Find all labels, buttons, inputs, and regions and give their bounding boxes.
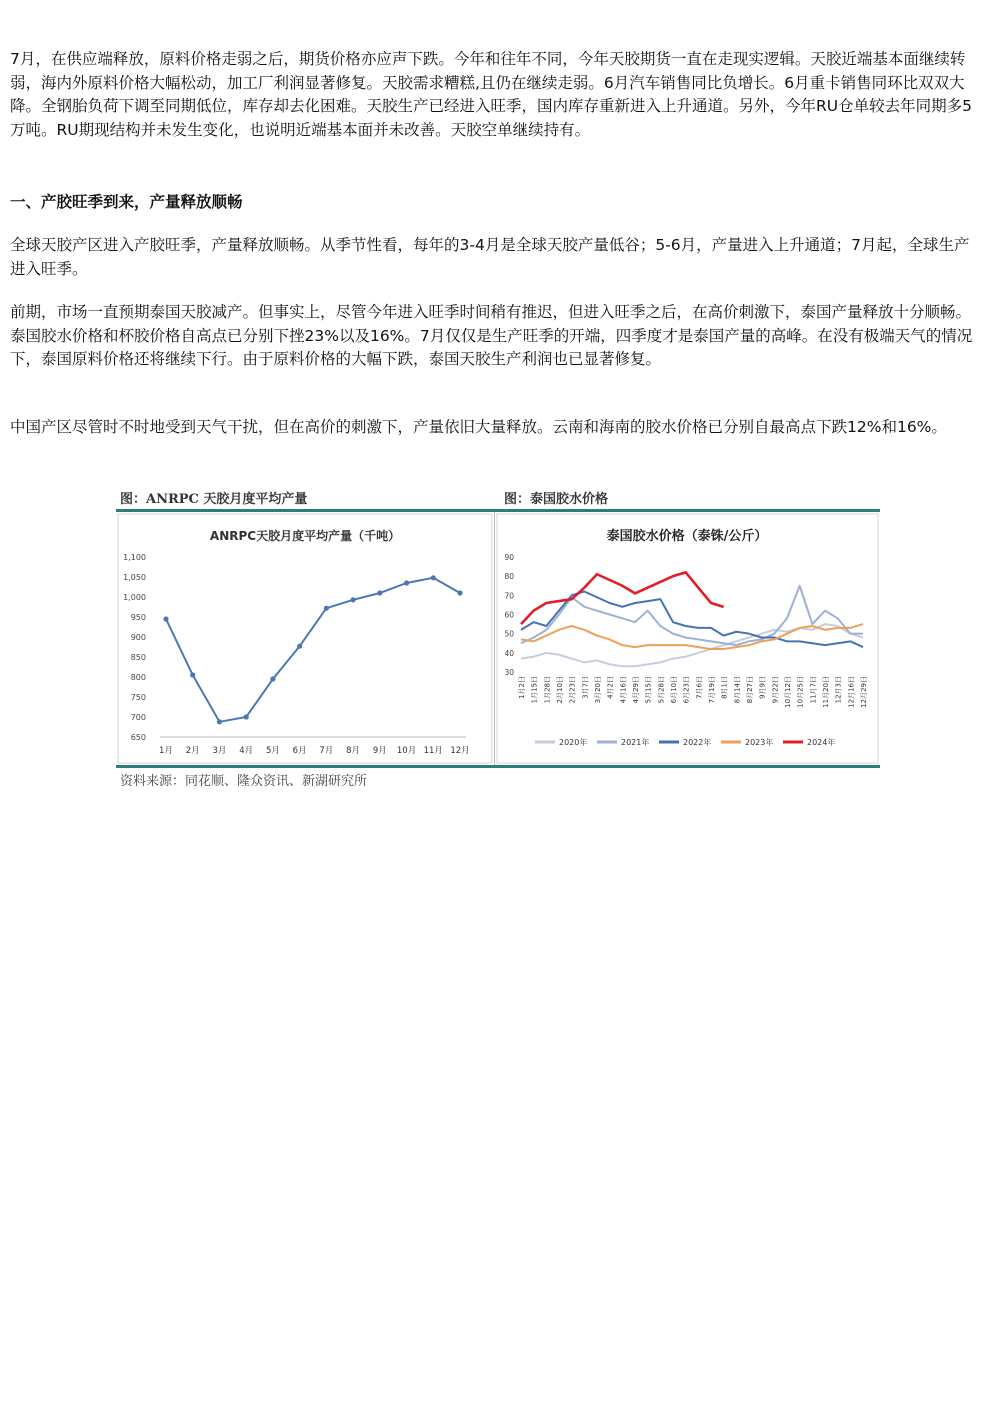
production-point [377,590,382,595]
x-tick-label: 2月10日 [556,676,564,704]
production-point [190,672,195,677]
production-point [324,606,329,611]
x-tick-label: 12月16日 [847,676,856,708]
y-tick-label: 850 [130,653,146,662]
x-tick-label: 4月16日 [619,676,628,704]
x-tick-label: 2月23日 [568,676,577,704]
production-point [244,714,249,719]
legend-label: 2021年 [621,738,650,747]
y-tick-label: 1,000 [123,593,146,602]
x-tick-label: 1月 [159,746,173,756]
chart-title: ANRPC天胶月度平均产量（千吨） [209,529,401,543]
x-tick-label: 4月29日 [632,676,640,704]
production-point [297,644,302,649]
production-point [404,580,409,585]
y-tick-label: 700 [130,713,146,722]
x-tick-label: 1月2日 [518,676,526,699]
thai-latex-price-chart [495,512,880,765]
x-tick-label: 3月7日 [581,676,590,699]
y-tick-label: 60 [504,610,514,620]
x-tick-label: 6月 [292,746,307,756]
y-tick-label: 800 [130,673,146,682]
y-tick-label: 80 [504,572,514,582]
x-tick-label: 8月 [346,746,361,756]
figure-source: 资料来源：同花顺、隆众资讯、新湖研究所 [120,774,368,789]
x-tick-label: 4月 [239,746,254,756]
x-tick-label: 6月10日 [670,676,678,704]
y-tick-label: 50 [504,629,514,639]
left-figure-title: 图：ANRPC 天胶月度平均产量 [120,492,308,507]
x-tick-label: 8月1日 [720,676,729,699]
x-tick-label: 5月15日 [644,676,653,704]
y-tick-label: 40 [504,648,514,658]
production-point [217,719,222,724]
x-tick-label: 5月28日 [657,676,666,704]
x-tick-label: 11月 [423,746,443,756]
x-tick-label: 1月15日 [530,676,539,704]
x-tick-label: 9月9日 [758,676,767,699]
x-tick-label: 9月 [372,746,387,756]
paragraph-global-season: 全球天胶产区进入产胶旺季，产量释放顺畅。从季节性看，每年的3-4月是全球天胶产量低谷；5-6月，产量进入上升通道；7月起，全球生产进入旺季。 [10,236,970,278]
x-tick-label: 4月2日 [606,676,615,699]
chart-title: 泰国胶水价格（泰铢/公斤） [606,529,768,544]
x-tick-label: 5月 [265,746,280,756]
right-figure-title: 图：泰国胶水价格 [504,492,609,507]
y-tick-label: 30 [504,668,514,677]
y-tick-label: 950 [130,613,146,622]
y-tick-label: 1,050 [123,573,146,582]
x-tick-label: 12月3日 [834,676,843,704]
production-point [270,676,275,681]
x-tick-label: 9月22日 [771,676,780,704]
x-tick-label: 10月 [396,746,417,756]
x-tick-label: 6月23日 [682,676,691,704]
figure-bottom-rule [116,765,880,768]
x-tick-label: 12月 [450,746,470,756]
figure-panel [116,488,880,770]
legend-label: 2022年 [683,738,712,747]
x-tick-label: 10月12日 [784,676,792,708]
x-tick-label: 3月20日 [594,676,602,704]
x-tick-label: 2月 [185,746,200,756]
paragraph-thailand: 前期，市场一直预期泰国天胶减产。但事实上，尽管今年进入旺季时间稍有推迟，但进入旺季之后，在高价刺激下，泰国产量释放十分顺畅。泰国胶水价格和杯胶价格自高点已分别下挫23%以及16%。7月仅仅是生产旺季的开端，四季度才是泰国产量的高峰。在没有极端天气的情况下，泰国原料价格还将继续下行。由于原料价格的大幅下跌，泰国天胶生产利润也已显著修复。 [10,303,973,368]
section-heading: 一、产胶旺季到来，产量释放顺畅 [10,193,243,211]
legend-label: 2020年 [559,738,588,747]
x-tick-label: 8月27日 [746,676,754,704]
x-tick-label: 8月14日 [733,676,742,704]
x-tick-label: 3月 [212,746,227,756]
x-tick-label: 10月25日 [796,676,805,708]
y-tick-label: 70 [504,591,514,601]
y-tick-label: 1,100 [123,553,146,562]
production-point [350,597,355,602]
y-tick-label: 90 [504,553,514,562]
paragraph-intro: 7月，在供应端释放，原料价格走弱之后，期货价格亦应声下跌。今年和往年不同，今年天胶期货一直在走现实逻辑。天胶近端基本面继续转弱，海内外原料价格大幅松动，加工厂利润显著修复。天胶需求糟糕,且仍在继续走弱。6月汽车销售同比负增长。6月重卡销售同环比双双大降。全钢胎负荷下调至同期低位，库存却去化困难。天胶生产已经进入旺季，国内库存重新进入上升通道。另外，今年RU仓单较去年同期多5万吨。RU期现结构并未发生变化，也说明近端基本面并未改善。天胶空单继续持有。 [10,50,972,139]
x-tick-label: 7月 [319,746,334,756]
anrpc-production-chart [116,512,494,765]
production-point [457,590,462,595]
paragraph-china: 中国产区尽管时不时地受到天气干扰，但在高价的刺激下，产量依旧大量释放。云南和海南的胶水价格已分别自最高点下跌12%和16%。 [10,418,947,436]
production-point [431,575,436,580]
y-tick-label: 900 [130,633,146,642]
y-tick-label: 750 [130,693,146,702]
production-point [163,616,168,621]
x-tick-label: 7月6日 [695,676,704,699]
legend-label: 2023年 [745,738,774,747]
x-tick-label: 7月19日 [708,676,716,704]
x-tick-label: 1月28日 [543,676,552,704]
x-tick-label: 11月20日 [822,676,830,708]
x-tick-label: 11月7日 [809,676,818,704]
x-tick-label: 12月29日 [860,676,868,708]
legend-label: 2024年 [807,738,836,747]
y-tick-label: 650 [130,733,146,742]
